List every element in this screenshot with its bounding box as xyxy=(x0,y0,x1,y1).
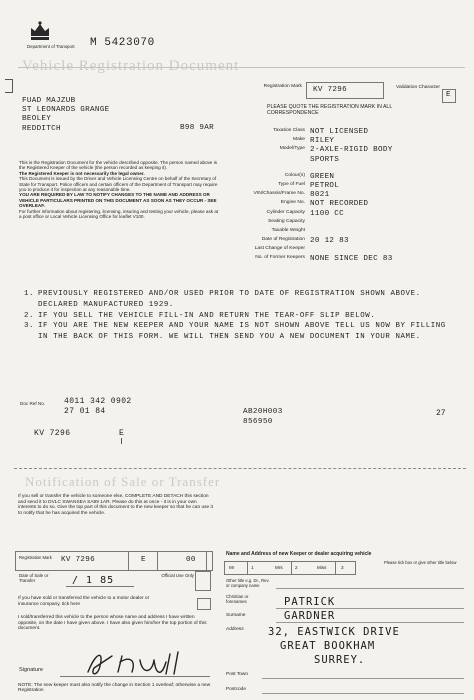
validation-value: E xyxy=(446,91,451,99)
tear-off-line xyxy=(14,468,466,469)
address-line: GREAT BOOKHAM xyxy=(280,640,376,652)
forename-field-line xyxy=(276,608,464,609)
reg-mark-label: Registration Mark xyxy=(263,84,302,89)
slip-reg-value: KV 7296 xyxy=(61,556,95,564)
field-row: Last Change of Keeper xyxy=(254,246,305,252)
new-keeper-heading: Name and Address of new Keeper or dealer acquiring vehicle xyxy=(226,551,372,557)
field-row: Taxable Weight xyxy=(271,227,305,233)
remark-item: 1. PREVIOUSLY REGISTERED AND/OR USED PRIOR TO DATE OF REGISTRATION SHOWN ABOVE. DECLARED MANUFACTURED 1929. xyxy=(24,290,421,309)
remark-item: 2. IF YOU SELL THE VEHICLE FILL-IN AND RETURN THE TEAR-OFF SLIP BELOW. xyxy=(24,311,376,320)
left-notes xyxy=(19,160,219,219)
field-row: Date of Registration 20 12 83 xyxy=(261,237,349,246)
surname-label: Surname xyxy=(226,613,246,618)
document-title: Vehicle Registration Document xyxy=(22,58,240,74)
slip-end-box xyxy=(206,552,213,570)
slip-note: NOTE: The new keeper must also notify the change in Section 1 overleaf; otherwise a new Registration xyxy=(18,683,211,694)
keeper-address-line: REDDITCH xyxy=(22,124,61,133)
surname-field-line xyxy=(276,622,464,623)
post-town-label: Post Town xyxy=(226,672,249,677)
field-row: Cylinder Capacity 1100 CC xyxy=(266,209,344,218)
doc-code: AB20H003 xyxy=(243,408,283,416)
signature-line xyxy=(60,676,210,677)
title-divider xyxy=(291,562,292,574)
keeper-postcode: B98 9AR xyxy=(180,124,214,132)
postcode-label: Postcode xyxy=(226,687,247,692)
motor-trade-text: If you have sold or transferred the vehicle to a motor dealer or insurance company, tick here xyxy=(18,596,150,607)
post-town-field[interactable] xyxy=(262,678,464,679)
slip-title: Notification of Sale or Transfer xyxy=(25,474,221,489)
other-title-label: Other title e.g. Dr., Rev. or company name xyxy=(226,578,270,589)
title-divider xyxy=(247,562,248,574)
department-label: Department of Transport xyxy=(27,44,75,49)
page-number: 27 xyxy=(436,409,446,418)
motor-trade-checkbox[interactable] xyxy=(197,598,211,610)
title-option-miss-code: 3 xyxy=(341,565,344,570)
surname-value[interactable]: GARDNER xyxy=(284,610,336,622)
field-row: SPORTS xyxy=(310,155,340,164)
official-use-label: Official Use Only xyxy=(161,573,194,578)
keeper-name: FUAD MAJZUB xyxy=(22,97,76,105)
doc-ref-label: Doc Ref No. xyxy=(20,401,46,406)
field-row: Type of Fuel PETROL xyxy=(278,181,340,190)
remark-item: 3. IF YOU ARE THE NEW KEEPER AND YOUR NAME IS NOT SHOWN ABOVE TELL US NOW BY FILLING IN THE BACK OF THIS FORM. WE WILL THEN SEND YOU A NEW DOCUMENT IN YOUR NAME. xyxy=(24,322,446,342)
reg-mark-box xyxy=(306,82,384,99)
reg-mark-value: KV 7296 xyxy=(313,86,347,94)
keeper-address-line: BEOLEY xyxy=(22,115,52,124)
remarks xyxy=(24,289,460,343)
doc-ref-number: 4011 342 0902 xyxy=(64,397,132,406)
header-rule xyxy=(18,67,465,68)
doc-ref-date: 27 01 84 xyxy=(64,407,106,417)
date-underline xyxy=(66,586,134,587)
note-paragraph: For further information about registering, licensing, insuring and testing your vehicle, please ask at a post office or Local Vehicle Licensing Office for leaflet V100. xyxy=(19,208,219,220)
forename-label: Christian or forenames xyxy=(226,594,249,605)
other-title-field[interactable] xyxy=(276,588,464,589)
vehicle-fields xyxy=(222,128,472,265)
title-option-mrs-code: 2 xyxy=(295,565,298,570)
slip-date-value[interactable]: / 1 85 xyxy=(72,575,115,586)
document-serial: M 5423070 xyxy=(90,37,155,49)
doc-ref-block xyxy=(64,397,132,418)
doc-code: 856950 xyxy=(243,418,273,426)
doc-check-char: E xyxy=(119,429,124,438)
handwritten-signature[interactable] xyxy=(82,646,194,680)
field-row: VIN/Chassis/Frame No. 8021 xyxy=(253,191,330,200)
slip-reg-label: Registration Mark xyxy=(19,555,52,560)
title-option-miss[interactable]: Miss xyxy=(317,565,327,570)
official-use-box xyxy=(195,571,211,591)
title-divider xyxy=(335,562,336,574)
keeper-address-line: ST LEONARDS GRANGE xyxy=(22,106,110,115)
address-line: SURREY. xyxy=(314,654,366,666)
note-paragraph: This Document is issued by the Driver and Vehicle Licensing Centre on behalf of the Secretary of State for Transport. Police officers and certain officers of the Department of Transport may require you to produce it for inspection at any reasonable time. xyxy=(19,176,218,193)
fold-mark xyxy=(5,79,13,93)
crown-crest-icon xyxy=(28,20,52,42)
field-row: Colour(s) GREEN xyxy=(284,172,335,181)
postcode-field[interactable] xyxy=(262,693,464,694)
field-row: Taxation Class NOT LICENSED xyxy=(273,128,369,136)
slip-date-label: Date of Sale or Transfer xyxy=(19,573,49,584)
note-paragraph: The Registered Keeper is not necessarily the legal owner. xyxy=(19,170,145,176)
signature-label: Signature xyxy=(19,667,43,673)
forename-value[interactable]: PATRICK xyxy=(284,596,336,608)
field-row: Engine No. NOT RECORDED xyxy=(280,200,369,209)
slip-reg-row xyxy=(15,551,213,571)
slip-code-value: 00 xyxy=(186,556,196,564)
field-row: Model/Type 2-AXLE-RIGID BODY xyxy=(279,146,393,155)
slip-declaration: I sold/transferred this vehicle to the person whose name and address I have written opposite, on the date I have given above. I have also given him/her the top portion of this document. xyxy=(18,615,207,632)
address-line: 32, EASTWICK DRIVE xyxy=(268,626,400,638)
address-label: Address xyxy=(226,627,244,632)
validation-box xyxy=(442,89,456,103)
note-paragraph: YOU ARE REQUIRED BY LAW TO NOTIFY CHANGES TO THE NAME AND ADDRESS OR VEHICLE PARTICULARS PRINTED ON THIS DOCUMENT AS SOON AS THEY OCCUR - SEE OVERLEAF. xyxy=(19,192,217,209)
doc-codes xyxy=(243,407,283,427)
validation-label: Validation Character xyxy=(396,85,440,90)
field-row: Make RILEY xyxy=(293,137,335,146)
title-option-mrs[interactable]: Mrs xyxy=(275,565,283,570)
doc-reg-mark: KV 7296 xyxy=(34,429,71,438)
field-row: No. of Former Keepers NONE SINCE DEC 83 xyxy=(255,255,393,264)
title-hint: Please tick box or give other title below xyxy=(384,560,457,565)
quote-notice: PLEASE QUOTE THE REGISTRATION MARK IN ALL CORRESPONDENCE xyxy=(267,104,393,116)
field-row: Seating Capacity xyxy=(268,218,305,224)
address-block[interactable] xyxy=(268,625,400,667)
slip-instructions: If you sell or transfer the vehicle to someone else, COMPLETE AND DETACH this section and send it to DVLC SWANSEA SA99 1AR. Please do this at once - it is in your own interests to do so. Give the top part of this document to the new keeper so that he can use it to notify that he has acquired the vehicle. xyxy=(18,494,213,516)
tick-mark xyxy=(121,438,125,444)
title-option-mr[interactable]: Mr xyxy=(229,565,235,570)
title-selector xyxy=(224,561,356,575)
keeper-block xyxy=(22,97,109,134)
note-paragraph: This is the Registration Document for the vehicle described opposite. The person named above is the Registered Keeper of the vehicle (the person recorded as keeping it). xyxy=(19,160,218,171)
title-option-mr-code: 1 xyxy=(251,565,254,570)
slip-check-value: E xyxy=(141,556,146,564)
